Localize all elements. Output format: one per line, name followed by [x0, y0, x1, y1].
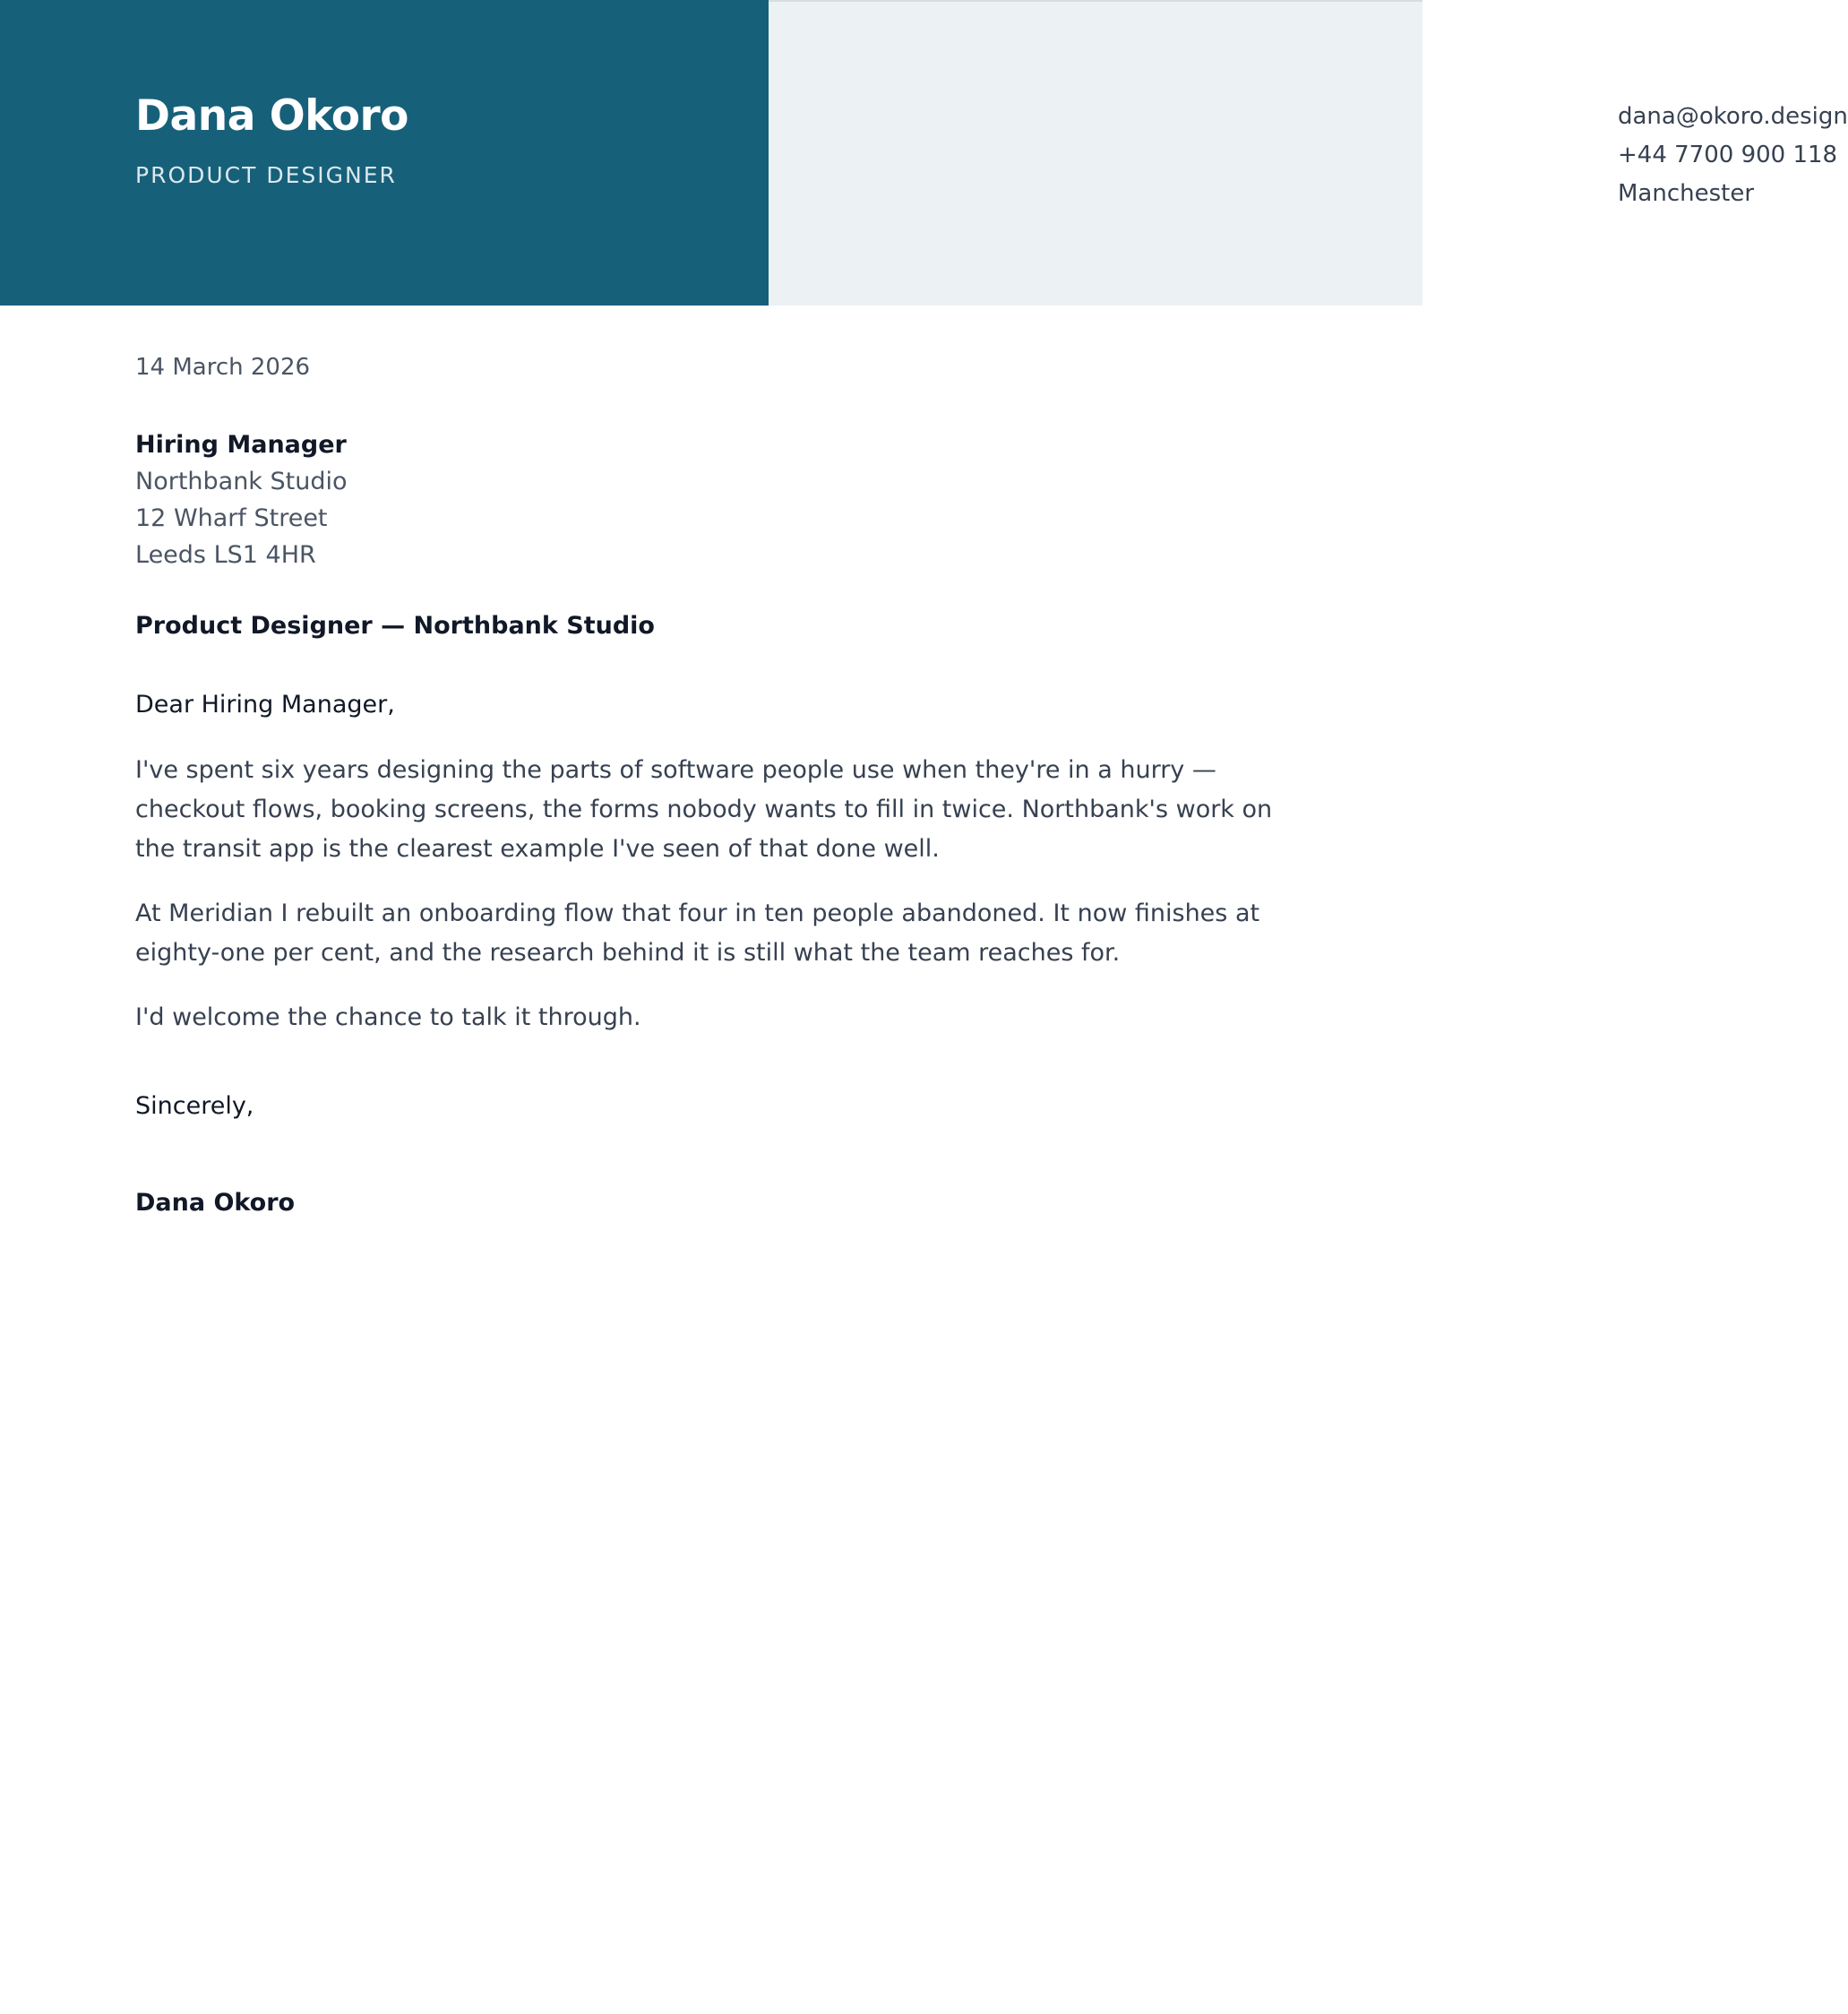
- recipient-street: 12 Wharf Street: [135, 504, 328, 532]
- letter-closing: Sincerely,: [135, 1092, 254, 1120]
- sender-name: Dana Okoro: [135, 91, 408, 141]
- recipient-title: Hiring Manager: [135, 431, 347, 459]
- recipient-address: [135, 426, 1291, 573]
- letter-paragraph: At Meridian I rebuilt an onboarding flow that four in ten people abandoned. It now finishes at eighty-one per cent, and the research behind it is still what the team reaches for.: [135, 899, 1260, 967]
- letter-body: [135, 349, 1291, 1222]
- letter-date: 14 March 2026: [135, 354, 311, 381]
- letter-paragraph: I'd welcome the chance to talk it through.: [135, 1003, 641, 1031]
- letter-subject: Product Designer — Northbank Studio: [135, 612, 655, 640]
- sender-role: PRODUCT DESIGNER: [135, 162, 397, 188]
- recipient-city: Leeds LS1 4HR: [135, 541, 316, 569]
- contact-email: dana@okoro.design: [1618, 103, 1848, 130]
- letterhead-name-panel: [0, 0, 769, 306]
- contact-details: [1618, 98, 1848, 213]
- recipient-company: Northbank Studio: [135, 468, 348, 495]
- letter-signature: Dana Okoro: [135, 1189, 296, 1217]
- letter-paragraph: I've spent six years designing the parts of software people use when they're in a hurry — checkout flows, booking screens, the forms nobody wants to fill in twice. Northbank's work on the transit app is the clearest example I've seen of that done well.: [135, 756, 1273, 863]
- letterhead: [0, 0, 1848, 306]
- letterhead-contact-panel: [769, 0, 1848, 306]
- contact-city: Manchester: [1618, 180, 1755, 207]
- contact-phone: +44 7700 900 118: [1618, 142, 1838, 168]
- letter-salutation: Dear Hiring Manager,: [135, 691, 395, 719]
